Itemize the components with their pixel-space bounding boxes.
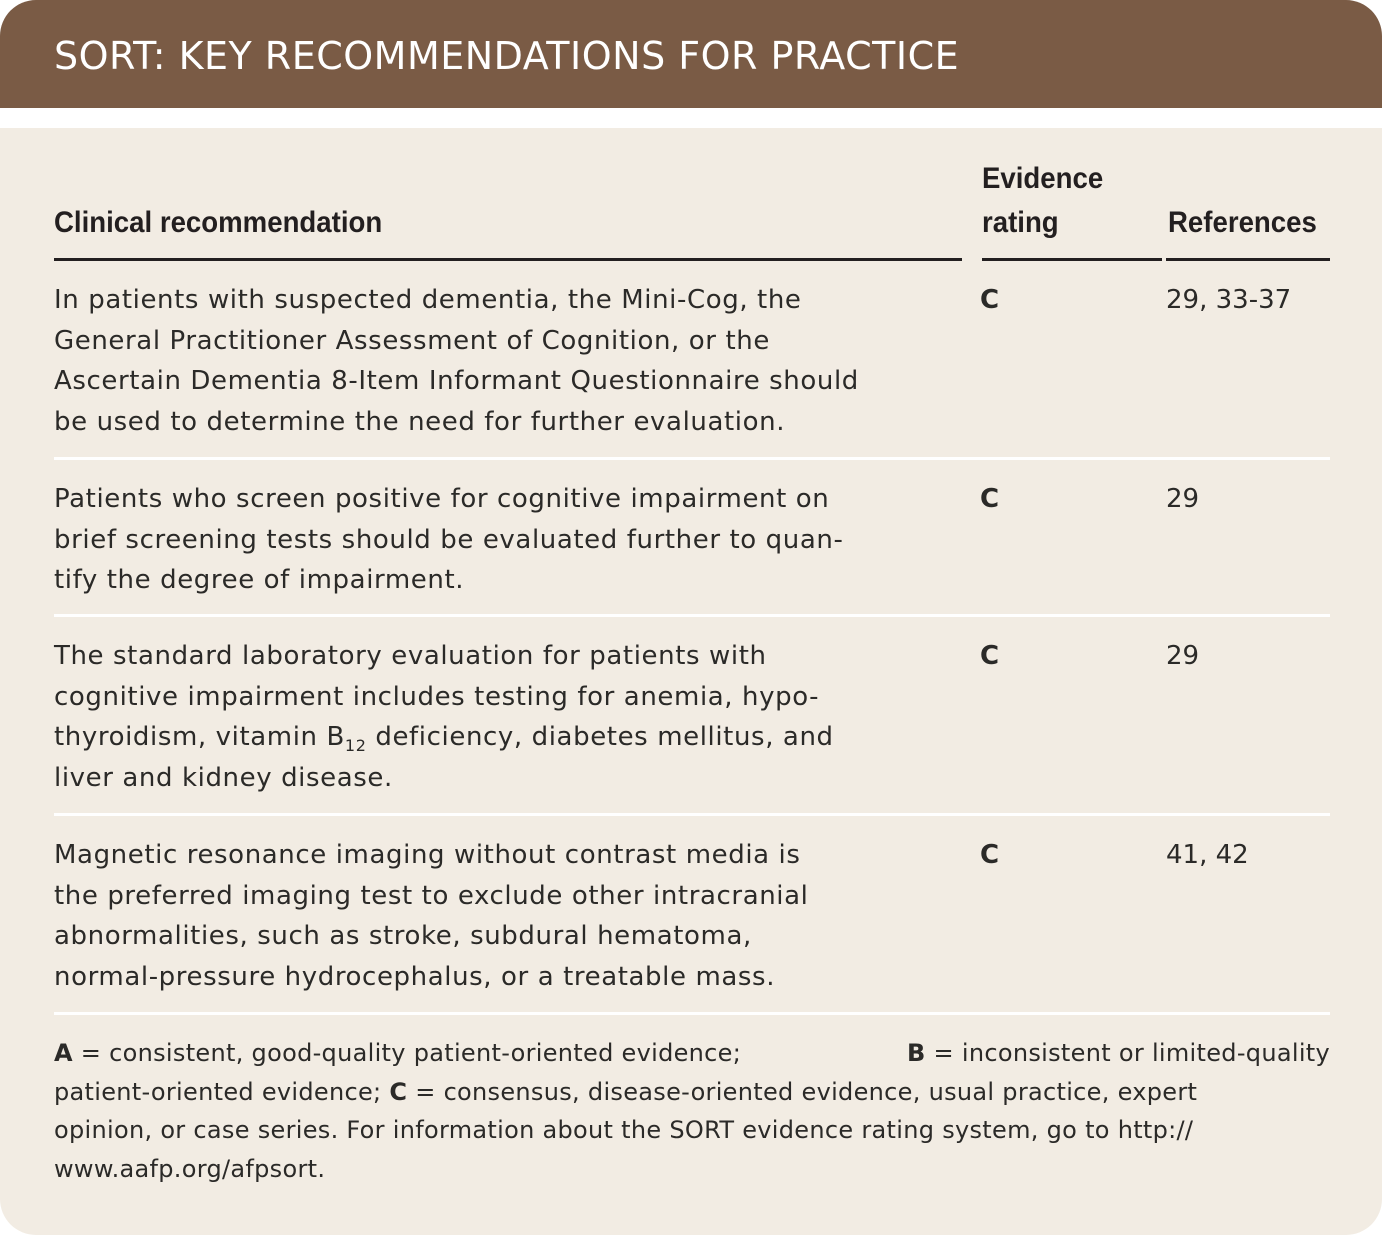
evidence-key-footnote xyxy=(54,1034,1330,1188)
row-3-line-2: cognitive impairment includes testing for anemia, hypo- xyxy=(54,681,820,712)
footnote-text-c: = consensus, disease-oriented evidence, usual practice, expert xyxy=(407,1077,1198,1106)
row-1-line-2: General Practitioner Assessment of Cognition, or the xyxy=(54,325,770,356)
row-divider-1 xyxy=(54,457,1330,460)
footnote-line-1 xyxy=(54,1034,1330,1073)
column-header-evidence-line1: Evidence xyxy=(982,162,1104,195)
row-2-line-2: brief screening tests should be evaluated further to quan- xyxy=(54,524,844,555)
footnote-text-b2: patient-oriented evidence; xyxy=(54,1077,390,1106)
table-row-3-recommendation xyxy=(54,636,954,798)
footnote-segment-a xyxy=(54,1034,749,1073)
table-row-1-recommendation xyxy=(54,280,954,442)
vitamin-b12-subscript: 12 xyxy=(344,736,367,755)
row-2-line-1: Patients who screen positive for cognitive impairment on xyxy=(54,484,830,514)
header-rule-evidence xyxy=(982,258,1162,261)
column-header-recommendation: Clinical recommendation xyxy=(54,206,383,239)
footnote-key-b: B xyxy=(907,1039,926,1067)
row-divider-2 xyxy=(54,614,1330,617)
row-1-line-4: be used to determine the need for further evaluation. xyxy=(54,406,786,437)
row-3-line-1: The standard laboratory evaluation for patients with xyxy=(54,641,767,671)
table-row-1-references: 29, 33-37 xyxy=(1166,285,1292,315)
row-4-line-1: Magnetic resonance imaging without contrast media is xyxy=(54,840,801,870)
page-title: SORT: KEY RECOMMENDATIONS FOR PRACTICE xyxy=(54,34,960,78)
row-divider-4 xyxy=(54,1012,1330,1015)
table-row-1-rating: C xyxy=(980,285,1000,315)
header-bar xyxy=(0,0,1382,108)
footnote-segment-b xyxy=(907,1034,1330,1073)
footnote-key-c: C xyxy=(389,1077,408,1106)
table-row-4-references: 41, 42 xyxy=(1166,840,1249,870)
table-row-3-rating: C xyxy=(980,641,1000,671)
row-1-line-3: Ascertain Dementia 8-Item Informant Questionnaire should xyxy=(54,366,859,396)
row-2-line-3: tify the degree of impairment. xyxy=(54,565,465,595)
footnote-line-2 xyxy=(54,1073,1330,1112)
row-4-line-3: abnormalities, such as stroke, subdural hematoma, xyxy=(54,921,752,951)
table-row-4-rating: C xyxy=(980,840,1000,870)
column-header-references: References xyxy=(1168,206,1317,239)
row-3-line-4: liver and kidney disease. xyxy=(54,762,393,793)
footnote-line-3: opinion, or case series. For information about the SORT evidence rating system, go to http:// xyxy=(54,1116,1194,1144)
row-4-line-4: normal-pressure hydrocephalus, or a treatable mass. xyxy=(54,961,776,992)
footnote-key-a: A xyxy=(54,1039,73,1067)
footnote-line-4: www.aafp.org/afpsort. xyxy=(54,1154,326,1183)
row-1-line-1: In patients with suspected dementia, the Mini-Cog, the xyxy=(54,285,802,315)
table-row-3-references: 29 xyxy=(1166,641,1200,671)
header-rule-references xyxy=(1166,258,1330,261)
header-rule-recommendation xyxy=(54,258,962,261)
footnote-text-b: = inconsistent or limited-quality xyxy=(925,1039,1330,1067)
row-divider-3 xyxy=(54,813,1330,816)
table-row-2-recommendation xyxy=(54,479,954,601)
table-row-2-rating: C xyxy=(980,484,1000,514)
row-4-line-2: the preferred imaging test to exclude other intracranial xyxy=(54,880,809,911)
column-header-evidence-line2: rating xyxy=(982,206,1059,239)
row-3-line-3-start: thyroidism, vitamin B xyxy=(54,722,345,752)
row-3-line-3 xyxy=(54,717,954,758)
table-row-4-recommendation xyxy=(54,835,954,997)
table-row-2-references: 29 xyxy=(1166,484,1200,514)
row-3-line-3-end: deficiency, diabetes mellitus, and xyxy=(366,722,834,752)
footnote-text-a: = consistent, good-quality patient-oriented evidence; xyxy=(72,1039,750,1067)
